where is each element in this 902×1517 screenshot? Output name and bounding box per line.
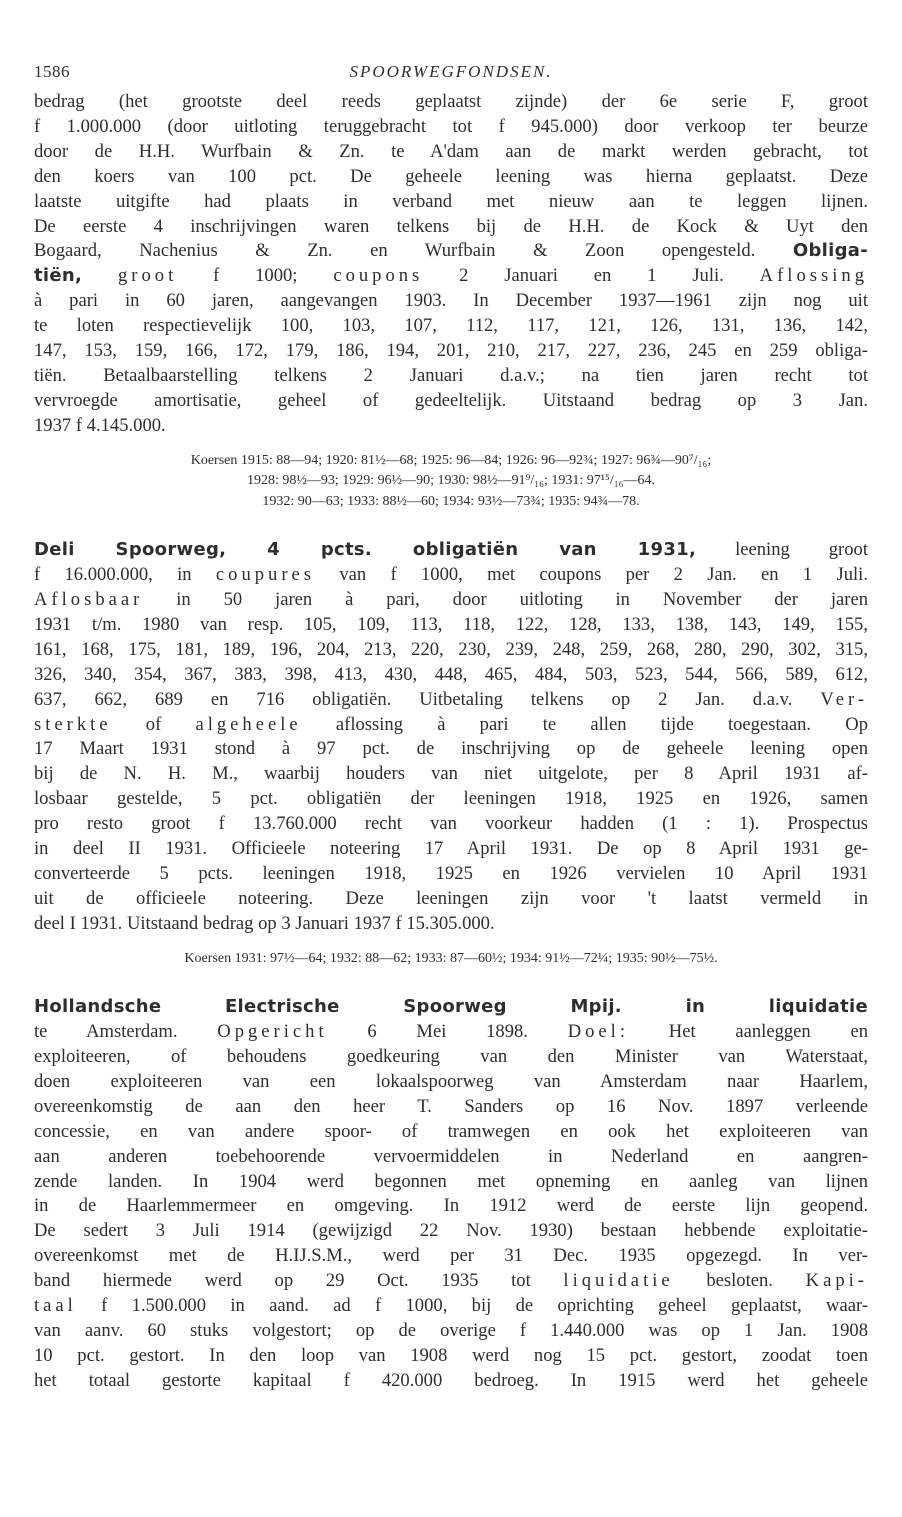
text-line: pro resto groot f 13.760.000 recht van voorkeur hadden (1 : 1). Prospectus: [34, 813, 868, 835]
text-line: uit de officieele noteering. Deze leeningen zijn voor 't laatst vermeld in: [34, 887, 868, 909]
text-segment: leening groot: [735, 539, 868, 561]
text-line: overeenkomst met de H.IJ.S.M., werd per 31 Dec. 1935 opgezegd. In ver-: [34, 1245, 868, 1267]
text-segment: band hiermede werd op 29 Oct. 1935 tot: [34, 1270, 531, 1292]
kapitaal-label-end: taal: [34, 1295, 77, 1317]
versterkte-label-end: sterkte: [34, 713, 112, 735]
text-line: [34, 713, 868, 738]
text-segment: Het aanleggen en: [668, 1021, 869, 1043]
text-line: f 1.000.000 (door uitloting teruggebracht tot f 945.000) door verkoop ter beurze: [34, 115, 868, 137]
text-line: in deel II 1931. Officieele noteering 17 April 1931. De op 8 April 1931 ge-: [34, 838, 868, 860]
koersen-block-2: [34, 949, 868, 970]
text-segment: f 1.500.000 in aand. ad f 1000, bij de oprichting geheel geplaatst, waar-: [101, 1295, 868, 1317]
text-line: [34, 1020, 868, 1045]
text-line: [34, 239, 868, 264]
text-line: losbaar gestelde, 5 pct. obligatiën der leeningen 1918, 1925 en 1926, samen: [34, 788, 868, 810]
text-segment: f 1000;: [213, 265, 298, 287]
doel-label: Doel:: [567, 1021, 630, 1043]
text-segment: 2 Januari en 1 Juli.: [459, 265, 724, 287]
text-line: exploiteeren, of behoudens goedkeuring van den Minister van Waterstaat,: [34, 1046, 868, 1067]
koersen-line: Koersen 1915: 88—94; 1920: 81½—68; 1925: 96—84; 1926: 96—92¾; 1927: 96¾—90⁷/₁₆;: [190, 452, 712, 468]
koersen-block-1: [34, 451, 868, 513]
text-line: 10 pct. gestort. In den loop van 1908 werd nog 15 pct. gestort, zoodat toen: [34, 1344, 868, 1366]
text-line: à pari in 60 jaren, aangevangen 1903. In December 1937—1961 zijn nog uit: [34, 290, 868, 312]
text-line: overeenkomstig de aan den heer T. Sanders op 16 Nov. 1897 verleende: [34, 1095, 868, 1117]
deli-spoorweg-heading: Deli Spoorweg, 4 pcts. obligatiën van 1931,: [34, 539, 697, 561]
text-line: 1931 t/m. 1980 van resp. 105, 109, 113, 118, 122, 128, 133, 138, 143, 149, 155,: [34, 613, 868, 635]
liquidatie-label: liquidatie: [563, 1270, 674, 1292]
text-segment: besloten.: [706, 1270, 773, 1292]
text-line: [34, 264, 868, 289]
algeheele-label: algeheele: [195, 713, 302, 735]
intro-paragraph: [34, 90, 868, 439]
hollandsche-electrische-heading: Hollandsche Electrische Spoorweg Mpij. in liquidatie: [34, 996, 868, 1018]
text-segment: in 50 jaren à pari, door uitloting in November der jaren: [176, 589, 869, 610]
kapitaal-label: Kapi-: [805, 1270, 868, 1292]
text-line: deel I 1931. Uitstaand bedrag op 3 Januari 1937 f 15.305.000.: [34, 912, 495, 934]
text-line: van aanv. 60 stuks volgestort; op de overige f 1.440.000 was op 1 Jan. 1908: [34, 1319, 868, 1341]
text-line: tiën. Betaalbaarstelling telkens 2 Januari d.a.v.; na tien jaren recht tot: [34, 364, 868, 386]
text-line: te loten respectievelijk 100, 103, 107, 112, 117, 121, 126, 131, 136, 142,: [34, 315, 868, 337]
text-line: 161, 168, 175, 181, 189, 196, 204, 213, 220, 230, 239, 248, 259, 268, 280, 290, 302, 315,: [34, 638, 868, 660]
deli-spoorweg-paragraph: [34, 538, 868, 937]
text-line: 1937 f 4.145.000.: [34, 414, 166, 436]
text-line: 147, 153, 159, 166, 172, 179, 186, 194, 201, 210, 217, 227, 236, 245 en 259 obliga-: [34, 340, 868, 362]
text-line: converteerde 5 pcts. leeningen 1918, 1925 en 1926 vervielen 10 April 1931: [34, 862, 868, 884]
groot-label: groot: [117, 265, 178, 287]
text-segment: of: [145, 713, 162, 735]
text-segment: van f 1000, met coupons per 2 Jan. en 1 Juli.: [339, 564, 868, 586]
text-line: door de H.H. Wurfbain & Zn. te A'dam aan de markt werden gebracht, tot: [34, 140, 868, 162]
text-line: [34, 995, 868, 1020]
coupures-label: coupures: [215, 564, 316, 586]
text-line: doen exploiteeren van een lokaalspoorweg van Amsterdam naar Haarlem,: [34, 1070, 868, 1092]
text-line: aan anderen toebehoorende vervoermiddelen in Nederland en aangren-: [34, 1145, 868, 1167]
text-line: in de Haarlemmermeer en omgeving. In 1912 werd de eerste lijn geopend.: [34, 1195, 868, 1217]
text-line: vervroegde amortisatie, geheel of gedeeltelijk. Uitstaand bedrag op 3 Jan.: [34, 389, 868, 411]
opgericht-label: Opgericht: [217, 1021, 328, 1043]
text-segment: aflossing à pari te allen tijde toegestaan. Op: [335, 713, 868, 735]
text-line: laatste uitgifte had plaats in verband met nieuw aan te leggen lijnen.: [34, 190, 868, 212]
text-segment: 637, 662, 689 en 716 obligatiën. Uitbetaling telkens op 2 Jan. d.a.v.: [34, 688, 793, 710]
text-line: bij de N. H. M., waarbij houders van niet uitgelote, per 8 April 1931 af-: [34, 763, 868, 785]
koersen-line: 1932: 90—63; 1933: 88½—60; 1934: 93½—73¾; 1935: 94¾—78.: [262, 493, 640, 509]
text-line: zende landen. In 1904 werd begonnen met opneming en aanleg van lijnen: [34, 1170, 868, 1192]
obligatien-heading: Obliga-: [792, 240, 869, 262]
text-segment: 6 Mei 1898.: [367, 1021, 528, 1043]
aflossing-label: Aflossing: [759, 265, 868, 287]
coupons-label: coupons: [333, 265, 424, 287]
aflosbaar-label: Aflosbaar: [34, 589, 144, 610]
text-line: [34, 688, 868, 713]
obligatien-heading-end: tiën,: [34, 265, 83, 287]
text-line: concessie, en van andere spoor- of tramwegen en ook het exploiteeren van: [34, 1120, 868, 1142]
text-line: den koers van 100 pct. De geheele leening was hierna geplaatst. Deze: [34, 165, 868, 187]
document-page: [34, 50, 868, 1394]
text-line: De eerste 4 inschrijvingen waren telkens bij de H.H. de Kock & Uyt den: [34, 215, 868, 237]
text-line: 17 Maart 1931 stond à 97 pct. de inschrijving op de geheele leening open: [34, 738, 868, 760]
versterkte-label: Ver-: [820, 688, 868, 710]
text-segment: f 16.000.000, in: [34, 564, 192, 586]
text-line: het totaal gestorte kapitaal f 420.000 bedroeg. In 1915 werd het geheele: [34, 1369, 868, 1391]
text-line: [34, 563, 868, 588]
text-segment: Bogaard, Nachenius & Zn. en Wurfbain & Zoon opengesteld.: [34, 240, 756, 262]
text-line: De sedert 3 Juli 1914 (gewijzigd 22 Nov. 1930) bestaan hebbende exploitatie-: [34, 1220, 868, 1242]
text-line: [34, 588, 868, 613]
running-header: [34, 50, 868, 90]
text-line: [34, 1269, 868, 1294]
text-line: [34, 1294, 868, 1319]
page-number: 1586: [34, 62, 70, 81]
text-line: bedrag (het grootste deel reeds geplaatst zijnde) der 6e serie F, groot: [34, 91, 868, 112]
koersen-line: Koersen 1931: 97½—64; 1932: 88—62; 1933: 87—60½; 1934: 91½—72¼; 1935: 90½—75½.: [184, 950, 718, 966]
koersen-line: 1928: 98½—93; 1929: 96½—90; 1930: 98½—91⁹/₁₆; 1931: 97¹⁵/₁₆—64.: [247, 473, 655, 489]
running-title: SPOORWEGFONDSEN.: [349, 62, 553, 81]
text-segment: te Amsterdam.: [34, 1021, 178, 1043]
text-line: 326, 340, 354, 367, 383, 398, 413, 430, 448, 465, 484, 503, 523, 544, 566, 589, 612,: [34, 663, 868, 685]
text-line: [34, 538, 868, 563]
hollandsche-electrische-paragraph: [34, 995, 868, 1394]
